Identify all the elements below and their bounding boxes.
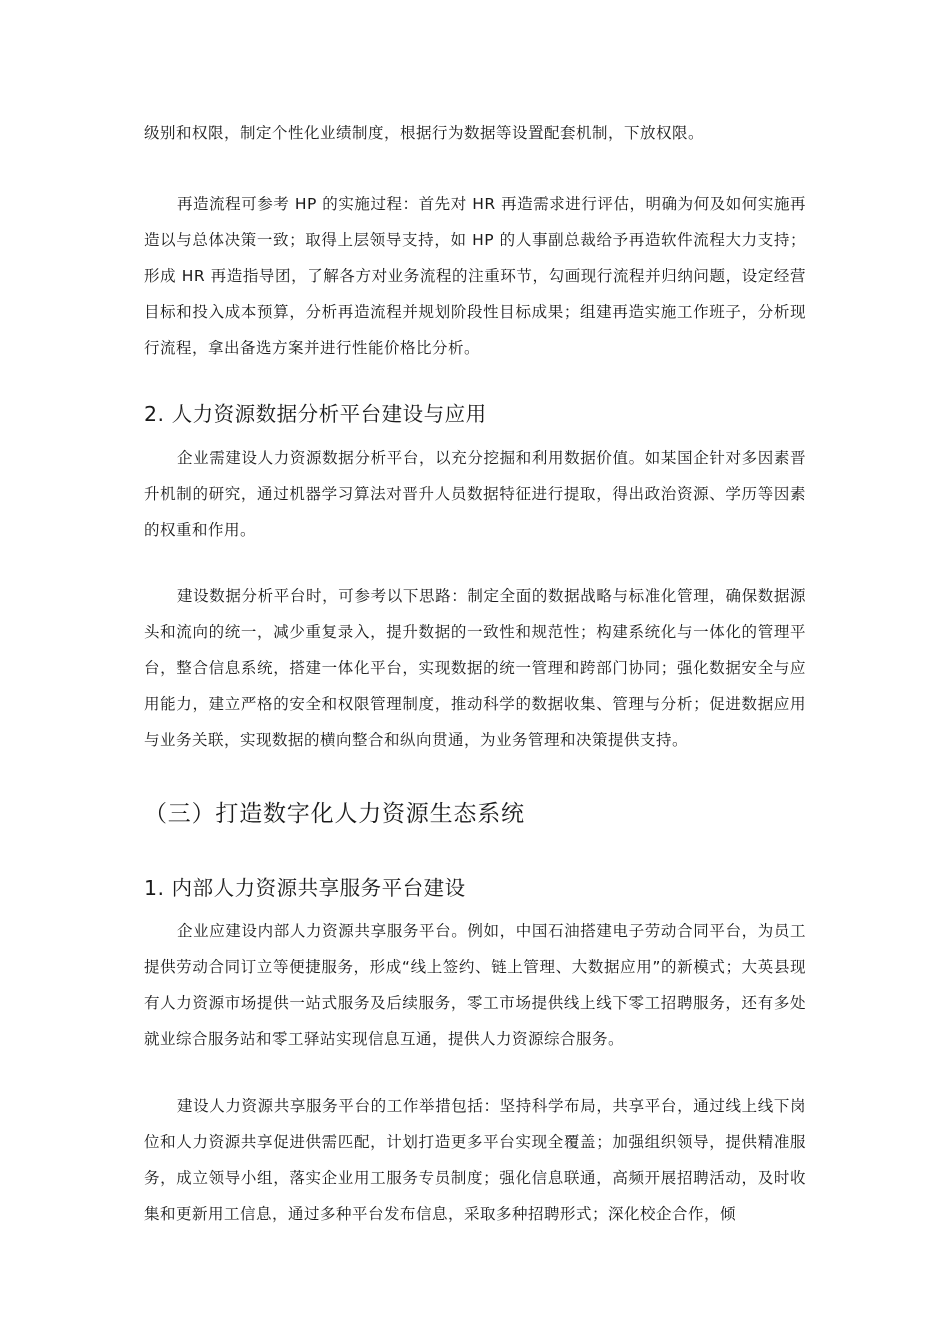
paragraph-shared-service-measures: 建设人力资源共享服务平台的工作举措包括：坚持科学布局，共享平台，通过线上线下岗位和人力资源共享促进供需匹配，计划打造更多平台实现全覆盖；加强组织领导，提供精准服务，成立领导小组，落实企业用工服务专员制度；强化信息联通，高频开展招聘活动，及时收集和更新用工信息，通过多种平台发布信息，采取多种招聘形式；深化校企合作，倾 xyxy=(144,1097,806,1223)
paragraph-data-platform-intro: 企业需建设人力资源数据分析平台，以充分挖掘和利用数据价值。如某国企针对多因素晋升机制的研究，通过机器学习算法对晋升人员数据特征进行提取，得出政治资源、学历等因素的权重和作用。 xyxy=(144,449,806,539)
paragraph-data-platform-approach: 建设数据分析平台时，可参考以下思路：制定全面的数据战略与标准化管理，确保数据源头和流向的统一，减少重复录入，提升数据的一致性和规范性；构建系统化与一体化的管理平台，整合信息系统，搭建一体化平台，实现数据的统一管理和跨部门协同；强化数据安全与应用能力，建立严格的安全和权限管理制度，推动科学的数据收集、管理与分析；促进数据应用与业务关联，实现数据的横向整合和纵向贯通，为业务管理和决策提供支持。 xyxy=(144,587,806,749)
chapter-heading-digital-ecosystem: （三）打造数字化人力资源生态系统 xyxy=(144,801,525,827)
paragraph-hp-reengineering: 再造流程可参考 HP 的实施过程：首先对 HR 再造需求进行评估，明确为何及如何实施再造以与总体决策一致；取得上层领导支持，如 HP 的人事副总裁给予再造软件流程大力支持；形成 HR 再造指导团，了解各方对业务流程的注重环节，勾画现行流程并归纳问题，设定经营目标和投入成本预算，分析再造流程并规划阶段性目标成果；组建再造实施工作班子，分析现行流程，拿出备选方案并进行性能价格比分析。 xyxy=(144,195,806,357)
paragraph-shared-service-examples: 企业应建设内部人力资源共享服务平台。例如，中国石油搭建电子劳动合同平台，为员工提供劳动合同订立等便捷服务，形成“线上签约、链上管理、大数据应用”的新模式；大英县现有人力资源市场提供一站式服务及后续服务，零工市场提供线上线下零工招聘服务，还有多处就业综合服务站和零工驿站实现信息互通，提供人力资源综合服务。 xyxy=(144,922,806,1048)
section-heading-data-platform: 2. 人力资源数据分析平台建设与应用 xyxy=(144,402,487,426)
section-heading-shared-service-platform: 1. 内部人力资源共享服务平台建设 xyxy=(144,876,466,900)
paragraph-delegation: 级别和权限，制定个性化业绩制度，根据行为数据等设置配套机制，下放权限。 xyxy=(144,124,705,142)
